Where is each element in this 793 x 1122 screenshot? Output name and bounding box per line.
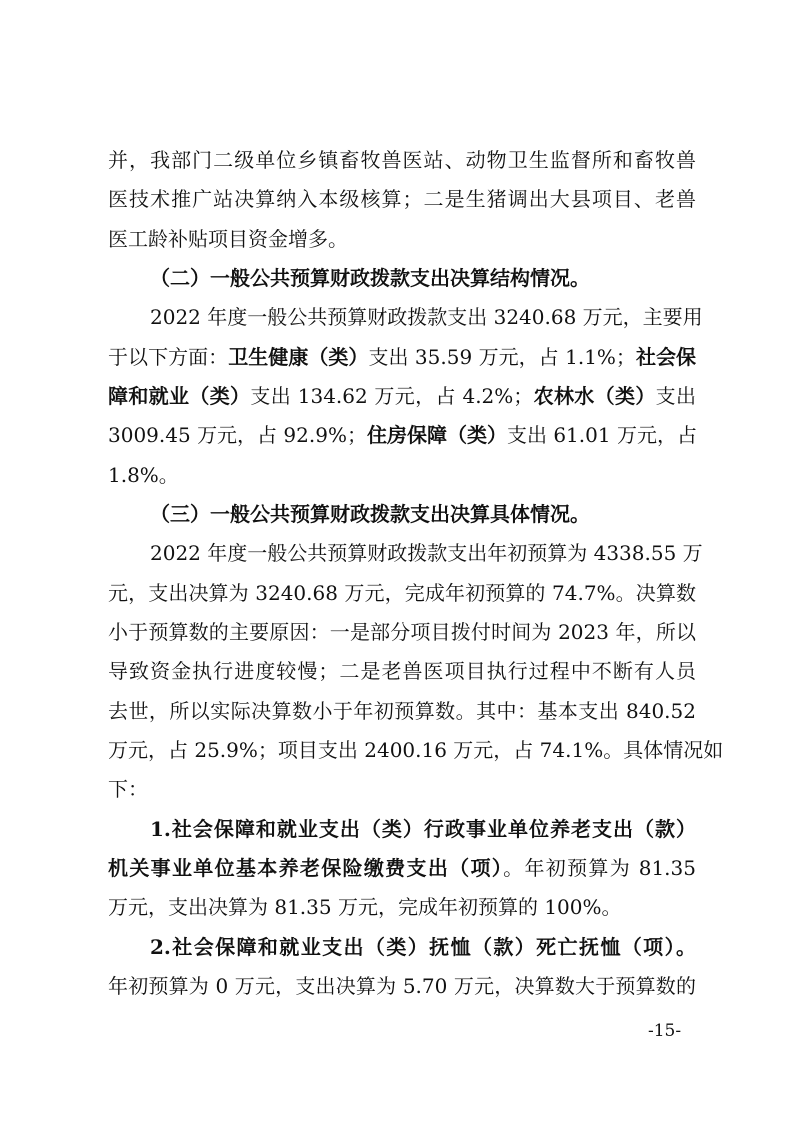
text-run: 支出 61.01 万元，占 xyxy=(506,423,697,447)
text-run: 于以下方面： xyxy=(108,345,229,369)
paragraph-line: 万元，支出决算为 81.35 万元，完成年初预算的 100%。 xyxy=(108,895,622,919)
section-heading-3: （三）一般公共预算财政拨款支出决算具体情况。 xyxy=(150,502,590,526)
paragraph-line xyxy=(108,856,696,880)
category-agriculture: 农林水（类） xyxy=(533,384,656,408)
paragraph-line: 导致资金执行进度较慢；二是老兽医项目执行过程中不断有人员 xyxy=(108,659,696,683)
paragraph-line xyxy=(108,345,696,369)
paragraph-line: 医工龄补贴项目资金增多。 xyxy=(108,227,348,251)
paragraph-line: 年初预算为 0 万元，支出决算为 5.70 万元，决算数大于预算数的 xyxy=(108,974,696,998)
paragraph-line: 2022 年度一般公共预算财政拨款支出年初预算为 4338.55 万 xyxy=(150,541,703,565)
item-heading-1: 1.社会保障和就业支出（类）行政事业单位养老支出（款） xyxy=(150,817,696,841)
category-social-security: 障和就业（类） xyxy=(108,384,251,408)
text-run: 支出 35.59 万元，占 1.1%； xyxy=(368,345,636,369)
paragraph-line: 1.8%。 xyxy=(108,463,179,487)
text-run: 支出 134.62 万元，占 4.2%； xyxy=(250,384,534,408)
category-health: 卫生健康（类） xyxy=(228,345,369,369)
paragraph-line xyxy=(108,423,696,447)
paragraph-line: 小于预算数的主要原因：一是部分项目拨付时间为 2023 年，所以 xyxy=(108,620,696,644)
section-heading-2: （二）一般公共预算财政拨款支出决算结构情况。 xyxy=(150,266,590,290)
category-housing: 住房保障（类） xyxy=(366,423,507,447)
page-number: -15- xyxy=(648,1021,682,1041)
text-run: 。年初预算为 81.35 xyxy=(503,856,696,880)
paragraph-line: 去世，所以实际决算数小于年初预算数。其中：基本支出 840.52 xyxy=(108,699,696,723)
paragraph-line: 2022 年度一般公共预算财政拨款支出 3240.68 万元，主要用 xyxy=(150,305,703,329)
paragraph-line: 元，支出决算为 3240.68 万元，完成年初预算的 74.7%。决算数 xyxy=(108,581,696,605)
paragraph-line: 并，我部门二级单位乡镇畜牧兽医站、动物卫生监督所和畜牧兽 xyxy=(108,148,696,172)
paragraph-line: 万元，占 25.9%；项目支出 2400.16 万元，占 74.1%。具体情况如 xyxy=(108,738,724,762)
paragraph-line: 医技术推广站决算纳入本级核算；二是生猪调出大县项目、老兽 xyxy=(108,187,696,211)
text-run: 支出 xyxy=(655,384,697,408)
item-heading-1-continued: 机关事业单位基本养老保险缴费支出（项） xyxy=(108,856,504,880)
item-heading-2: 2.社会保障和就业支出（类）抚恤（款）死亡抚恤（项）。 xyxy=(150,935,696,959)
text-run: 3009.45 万元，占 92.9%； xyxy=(108,423,367,447)
category-social-security: 社会保 xyxy=(635,345,697,369)
paragraph-line xyxy=(108,384,696,408)
paragraph-line: 下： xyxy=(108,777,148,801)
